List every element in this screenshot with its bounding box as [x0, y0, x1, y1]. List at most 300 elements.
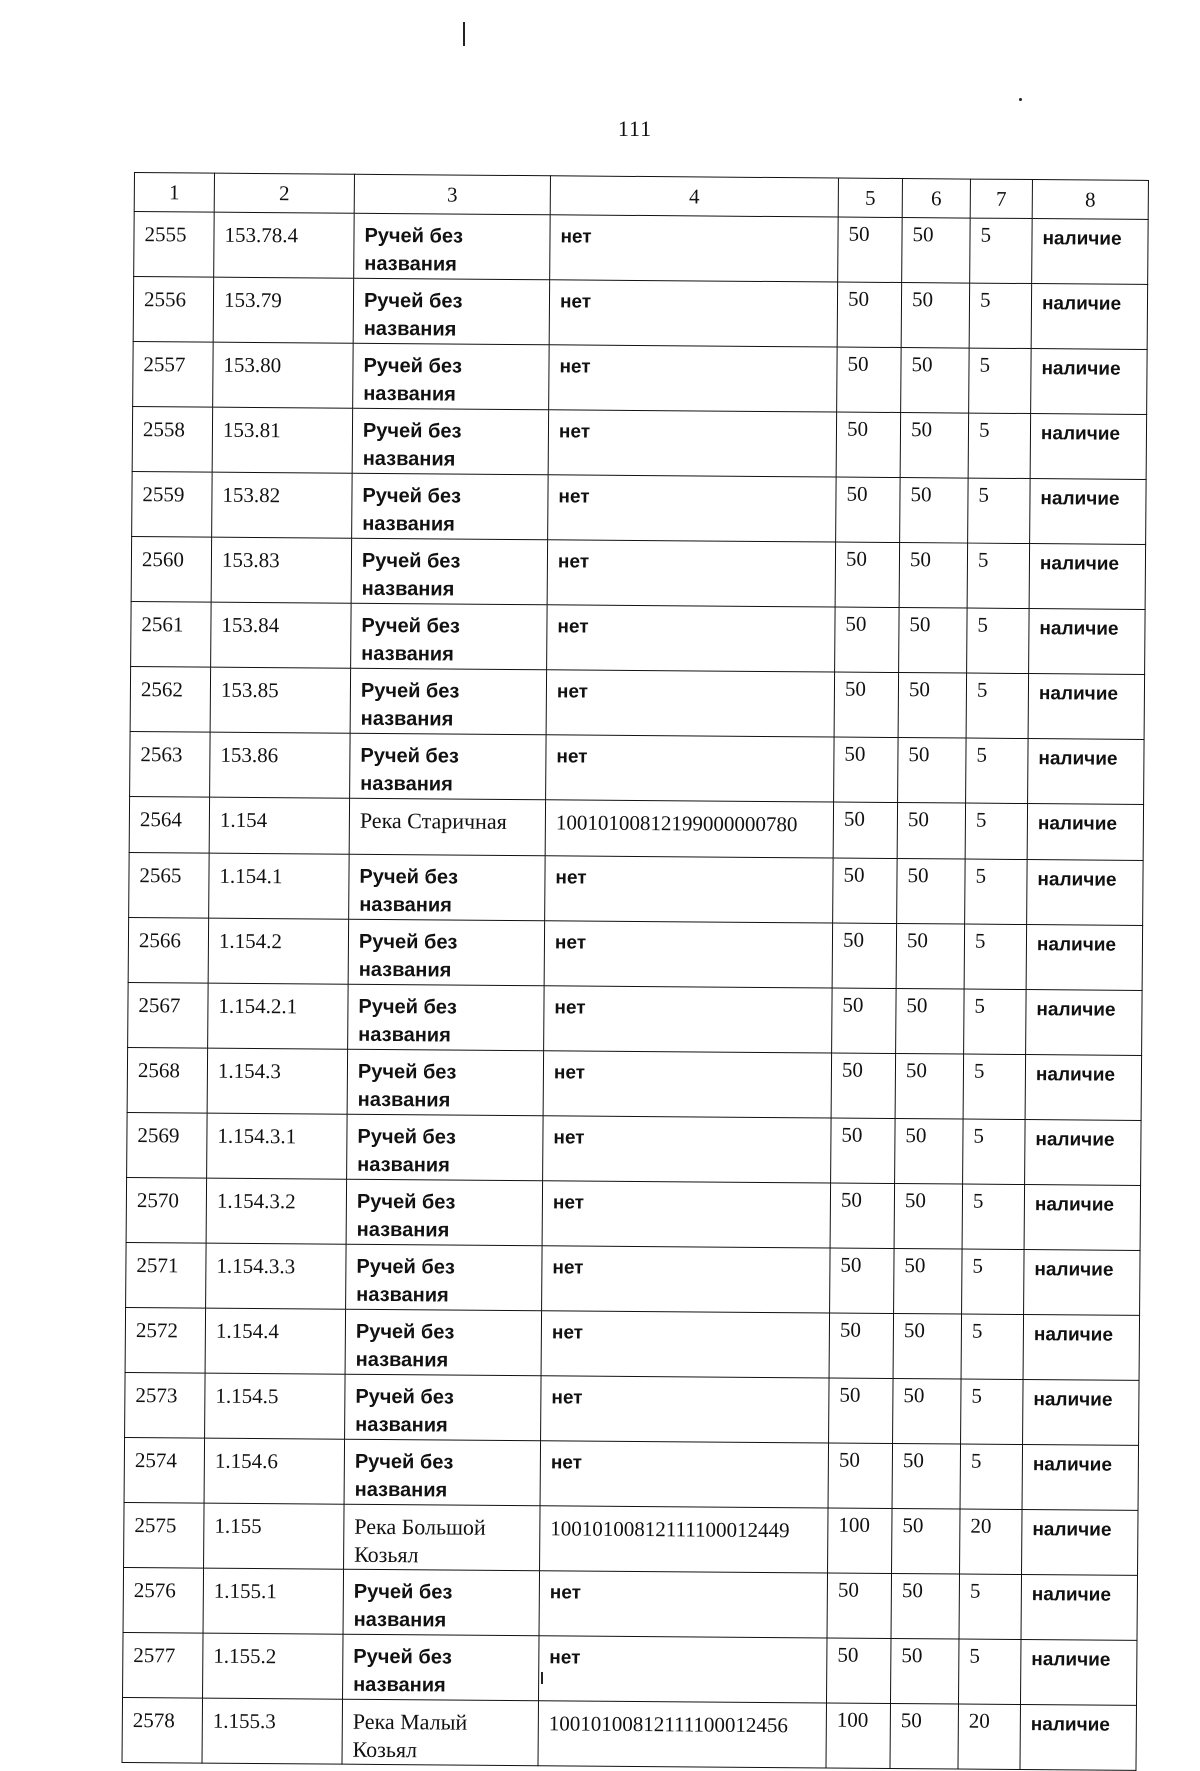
table-row	[131, 536, 1145, 609]
object-code: 1.154.3.1	[217, 1123, 297, 1149]
row-number-cell	[123, 1632, 204, 1698]
row-number: 2567	[138, 993, 181, 1018]
status-cell	[1028, 739, 1145, 805]
value-col-5: 50	[848, 221, 870, 246]
status: наличие	[1041, 293, 1122, 315]
table-row	[126, 1242, 1140, 1315]
object-code: 1.154.5	[215, 1383, 279, 1409]
value-col-5: 50	[840, 1252, 862, 1277]
column-header-3: 3	[354, 174, 550, 215]
registry-code: нет	[553, 1127, 585, 1149]
value-col-5: 50	[842, 992, 864, 1017]
status-cell	[1031, 349, 1148, 415]
object-code-cell	[206, 1178, 347, 1244]
row-number: 2561	[141, 612, 184, 637]
value-col-7-cell	[967, 543, 1030, 608]
status: наличие	[1030, 1714, 1110, 1736]
object-code: 1.154.3	[217, 1058, 282, 1084]
column-header-5: 5	[838, 178, 902, 218]
status: наличие	[1037, 813, 1118, 835]
value-col-6-cell	[892, 1443, 961, 1509]
registry-code: нет	[559, 291, 592, 313]
value-col-6-cell	[896, 989, 965, 1055]
value-col-5: 50	[839, 1382, 861, 1407]
object-name: Река Старичная	[359, 807, 507, 834]
status-cell	[1031, 284, 1148, 350]
table-row	[122, 1697, 1136, 1770]
status: наличие	[1033, 1324, 1114, 1346]
value-col-6: 50	[911, 287, 934, 312]
table-row	[128, 917, 1142, 990]
value-col-6: 50	[903, 1383, 925, 1408]
registry-code: нет	[557, 616, 589, 638]
column-header-2: 2	[214, 173, 354, 213]
row-number-cell	[126, 1177, 207, 1243]
value-col-6-cell	[893, 1378, 962, 1444]
status: наличие	[1040, 423, 1121, 445]
object-name: Ручей без названия	[357, 1125, 456, 1177]
registry-code-cell	[550, 215, 839, 282]
object-name-cell	[350, 733, 547, 800]
row-number-cell	[134, 212, 215, 278]
object-code-cell	[203, 1568, 344, 1634]
object-code-cell	[207, 1048, 348, 1114]
registry-code: нет	[558, 486, 590, 508]
value-col-6: 50	[907, 863, 929, 888]
registry-code: нет	[552, 1257, 584, 1279]
value-col-7-cell	[964, 924, 1027, 989]
object-code-cell	[214, 212, 355, 278]
status-cell	[1030, 479, 1147, 545]
status: наличие	[1039, 618, 1119, 640]
status-cell	[1022, 1445, 1139, 1511]
object-name-cell	[343, 1569, 540, 1636]
value-col-7-cell	[963, 1054, 1026, 1119]
registry-code-cell	[548, 475, 837, 542]
value-col-5-cell	[831, 1053, 896, 1119]
row-number-cell	[128, 982, 209, 1048]
object-code: 1.155.3	[212, 1708, 276, 1734]
value-col-5-cell	[833, 802, 897, 859]
object-name: Ручей без названия	[353, 1580, 453, 1632]
value-col-5: 50	[837, 1642, 859, 1667]
value-col-5-cell	[837, 347, 902, 413]
value-col-7: 5	[971, 1383, 983, 1408]
value-col-6: 50	[908, 742, 930, 767]
status: наличие	[1040, 488, 1120, 510]
register-table	[122, 172, 1149, 1771]
value-col-7: 5	[973, 1123, 985, 1148]
scan-mark-top	[463, 22, 465, 46]
object-code-cell	[212, 407, 353, 473]
registry-code-cell	[544, 921, 833, 988]
value-col-7-cell	[963, 1119, 1026, 1184]
row-number: 2565	[139, 863, 182, 888]
object-code: 153.83	[221, 547, 280, 573]
value-col-6-cell	[899, 543, 968, 609]
value-col-7: 5	[976, 742, 988, 767]
registry-code: нет	[556, 681, 589, 703]
status-cell	[1023, 1315, 1140, 1381]
object-name: Река Малый Козьял	[352, 1708, 468, 1763]
register-table-wrapper	[122, 172, 1148, 1771]
value-col-7: 5	[977, 612, 989, 637]
object-name-cell	[345, 1374, 542, 1441]
table-row	[133, 277, 1147, 350]
value-col-6-cell	[893, 1314, 962, 1380]
registry-code-cell	[545, 856, 834, 923]
status: наличие	[1036, 999, 1116, 1021]
object-name: Ручей без названия	[356, 1190, 456, 1242]
value-col-5: 50	[847, 286, 870, 311]
status-cell	[1024, 1185, 1141, 1251]
object-code: 153.78.4	[224, 222, 299, 248]
value-col-7: 5	[974, 928, 986, 953]
value-col-7: 5	[977, 547, 989, 572]
value-col-5-cell	[833, 858, 898, 924]
object-name-cell	[352, 408, 549, 475]
object-code-cell	[210, 732, 351, 798]
value-col-5-cell	[827, 1573, 892, 1639]
table-row	[123, 1632, 1137, 1705]
table-row	[130, 666, 1144, 739]
registry-code-cell	[543, 1051, 832, 1118]
value-col-5: 50	[844, 741, 866, 766]
object-name: Ручей без названия	[362, 419, 462, 471]
value-col-5: 50	[846, 481, 868, 506]
registry-code-cell	[542, 1246, 831, 1313]
table-row	[127, 1112, 1141, 1185]
object-code: 153.82	[222, 482, 281, 508]
object-code: 153.81	[222, 417, 281, 443]
value-col-7-cell	[962, 1249, 1025, 1314]
value-col-6: 50	[904, 1188, 927, 1213]
value-col-5-cell	[836, 412, 901, 478]
value-col-6-cell	[902, 218, 971, 284]
registry-code: нет	[551, 1387, 583, 1409]
value-col-6-cell	[896, 924, 965, 990]
row-number: 2574	[134, 1448, 177, 1473]
value-col-5-cell	[838, 217, 903, 283]
page-number: 111	[617, 116, 653, 141]
row-number: 2559	[142, 482, 185, 507]
object-name: Ручей без названия	[357, 1060, 457, 1112]
registry-code: нет	[557, 551, 590, 573]
table-row	[124, 1502, 1138, 1575]
registry-code-cell	[544, 986, 833, 1053]
row-number-cell	[126, 1242, 207, 1308]
column-header-1: 1	[134, 173, 214, 213]
value-col-6: 50	[908, 677, 931, 702]
registry-code-cell	[549, 280, 838, 347]
status-cell	[1032, 219, 1149, 285]
value-col-5-cell	[828, 1443, 893, 1509]
value-col-5-cell	[835, 607, 900, 673]
object-name: Ручей без названия	[364, 224, 464, 276]
object-name: Ручей без названия	[361, 549, 461, 601]
object-code: 153.85	[220, 677, 279, 703]
value-col-5-cell	[831, 1118, 896, 1184]
value-col-7: 5	[969, 1643, 980, 1668]
row-number: 2563	[140, 742, 183, 767]
value-col-5: 50	[843, 806, 866, 831]
row-number-cell	[124, 1437, 205, 1503]
object-name: Ручей без названия	[356, 1255, 455, 1307]
column-header-8: 8	[1032, 180, 1148, 220]
value-col-7-cell	[969, 348, 1032, 413]
object-code-cell	[210, 667, 351, 733]
object-name-cell	[348, 984, 545, 1051]
object-name: Река Большой Козьял	[354, 1513, 486, 1568]
status: наличие	[1036, 934, 1117, 956]
status: наличие	[1039, 553, 1120, 575]
registry-code-cell	[546, 735, 835, 802]
row-number-cell	[130, 731, 211, 797]
row-number-cell	[132, 406, 213, 472]
row-number-cell	[129, 796, 209, 853]
value-col-7: 5	[972, 1253, 984, 1278]
object-code-cell	[209, 853, 350, 919]
object-code-cell	[213, 342, 354, 408]
value-col-6-cell	[898, 673, 967, 739]
registry-code: 10010100812199000000780	[555, 810, 798, 837]
object-code-cell	[211, 537, 352, 603]
row-number: 2573	[135, 1383, 178, 1408]
table-row	[129, 796, 1143, 860]
value-col-6: 50	[912, 222, 934, 247]
object-code-cell	[202, 1698, 343, 1764]
value-col-6-cell	[900, 413, 969, 479]
object-code: 153.86	[220, 742, 279, 768]
value-col-5-cell	[832, 988, 897, 1054]
value-col-7-cell	[966, 738, 1029, 803]
object-name-cell	[348, 919, 545, 986]
value-col-7-cell	[960, 1509, 1023, 1574]
row-number-cell	[122, 1697, 203, 1763]
object-name-cell	[349, 854, 546, 921]
object-name: Ручей без названия	[363, 354, 463, 406]
row-number-cell	[131, 601, 212, 667]
object-name: Ручей без названия	[362, 484, 462, 536]
registry-code: нет	[556, 746, 588, 768]
value-col-6: 50	[901, 1578, 923, 1603]
status-cell	[1027, 860, 1144, 926]
value-col-7: 5	[979, 287, 991, 312]
value-col-5-cell	[834, 737, 899, 803]
column-header-6: 6	[902, 179, 970, 219]
object-code-cell	[207, 1113, 348, 1179]
status: наличие	[1034, 1259, 1114, 1281]
value-col-6-cell	[898, 738, 967, 804]
row-number-cell	[127, 1112, 208, 1178]
object-code-cell	[209, 797, 349, 854]
row-number: 2571	[136, 1253, 179, 1278]
object-code-cell	[203, 1633, 344, 1699]
status: наличие	[1041, 358, 1121, 380]
object-name-cell	[342, 1699, 539, 1766]
row-number: 2558	[142, 417, 186, 442]
value-col-6: 50	[902, 1448, 925, 1473]
table-row	[123, 1567, 1137, 1640]
row-number: 2576	[133, 1578, 176, 1603]
value-col-7: 5	[976, 677, 988, 702]
status-cell	[1025, 1120, 1142, 1186]
value-col-6-cell	[895, 1119, 964, 1185]
status: наличие	[1031, 1649, 1111, 1671]
registry-code-cell	[543, 1116, 832, 1183]
object-code-cell	[204, 1438, 345, 1504]
row-number: 2569	[137, 1123, 180, 1148]
value-col-5: 50	[847, 351, 869, 376]
table-row	[133, 341, 1147, 414]
object-code: 1.154.4	[215, 1318, 279, 1344]
object-code: 153.79	[223, 287, 282, 313]
value-col-5: 50	[841, 1057, 864, 1082]
value-col-6-cell	[892, 1508, 961, 1574]
row-number-cell	[129, 852, 210, 918]
registry-code-cell	[540, 1506, 829, 1573]
table-row	[128, 982, 1142, 1055]
registry-code-cell	[545, 800, 833, 858]
row-number-cell	[133, 341, 214, 407]
row-number: 2577	[133, 1643, 176, 1668]
registry-code-cell	[539, 1636, 828, 1703]
registry-code: нет	[550, 1452, 583, 1474]
value-col-6: 50	[905, 1058, 928, 1083]
value-col-6-cell	[897, 803, 965, 860]
value-col-5-cell	[832, 923, 897, 989]
status-cell	[1026, 990, 1143, 1056]
row-number-cell	[133, 277, 214, 343]
value-col-6-cell	[901, 283, 970, 349]
row-number: 2572	[135, 1318, 178, 1343]
object-code: 1.155.2	[213, 1643, 277, 1669]
object-name-cell	[345, 1309, 542, 1376]
object-name-cell	[350, 668, 547, 735]
object-code-cell	[206, 1243, 347, 1309]
object-code: 1.154.3.3	[216, 1253, 296, 1279]
value-col-7: 20	[968, 1708, 990, 1733]
registry-code: нет	[549, 1647, 581, 1669]
registry-code-cell	[539, 1571, 828, 1638]
value-col-6: 50	[909, 547, 932, 572]
table-row	[129, 852, 1143, 925]
registry-code: 10010100812111100012456	[548, 1711, 789, 1738]
value-col-7: 5	[978, 482, 990, 507]
value-col-6-cell	[897, 859, 966, 925]
row-number: 2564	[139, 807, 183, 832]
object-name-cell	[352, 473, 549, 540]
value-col-6: 50	[906, 928, 929, 953]
registry-code-cell	[541, 1311, 830, 1378]
object-name: Ручей без названия	[355, 1320, 455, 1372]
registry-code: нет	[549, 1582, 582, 1604]
row-number: 2562	[140, 677, 184, 702]
registry-code: 10010100812111100012449	[550, 1516, 790, 1543]
value-col-6: 50	[901, 1643, 923, 1668]
table-body	[122, 212, 1148, 1771]
row-number-cell	[128, 917, 209, 983]
object-code: 1.154.2.1	[218, 993, 298, 1019]
object-name: Ручей без названия	[358, 995, 458, 1047]
row-number: 2556	[143, 287, 187, 312]
status: наличие	[1032, 1454, 1113, 1476]
row-number: 2570	[136, 1188, 180, 1213]
object-name: Ручей без названия	[363, 289, 463, 341]
value-col-7: 5	[978, 417, 990, 442]
object-code: 1.154	[219, 807, 268, 833]
value-col-5: 100	[838, 1512, 870, 1537]
object-code-cell	[213, 277, 354, 343]
scan-mark-bottom	[541, 1672, 543, 1684]
status-cell	[1029, 544, 1146, 610]
value-col-6-cell	[890, 1638, 959, 1704]
value-col-6-cell	[899, 608, 968, 674]
value-col-7-cell	[969, 283, 1032, 348]
registry-code-cell	[542, 1181, 831, 1248]
object-code: 1.154.3.2	[216, 1188, 296, 1214]
status-cell	[1028, 674, 1145, 740]
table-row	[125, 1372, 1139, 1445]
object-name: Ручей без названия	[361, 614, 460, 666]
object-name-cell	[346, 1244, 543, 1311]
object-name: Ручей без названия	[354, 1450, 454, 1502]
row-number: 2557	[143, 352, 186, 377]
registry-code-cell	[546, 670, 835, 737]
value-col-5-cell	[830, 1248, 895, 1314]
value-col-5-cell	[829, 1313, 894, 1379]
value-col-5: 50	[845, 611, 867, 636]
table-row	[134, 212, 1148, 285]
value-col-5: 50	[840, 1187, 863, 1212]
value-col-5: 50	[846, 416, 869, 441]
object-code: 1.154.6	[214, 1448, 278, 1474]
value-col-6: 50	[907, 807, 930, 832]
registry-code-cell	[540, 1441, 829, 1508]
status-cell	[1025, 1055, 1142, 1121]
value-col-5-cell	[837, 282, 902, 348]
object-code: 1.155.1	[213, 1578, 277, 1604]
value-col-7-cell	[961, 1379, 1024, 1444]
row-number: 2578	[132, 1708, 175, 1733]
object-name-cell	[351, 538, 548, 605]
registry-code-cell	[547, 540, 836, 607]
value-col-5: 50	[842, 927, 865, 952]
object-name-cell	[353, 278, 550, 345]
object-code: 1.154.1	[219, 863, 283, 889]
registry-code: нет	[554, 932, 587, 954]
object-code: 1.155	[214, 1513, 262, 1539]
object-name: Ручей без названия	[358, 930, 458, 982]
value-col-5: 50	[841, 1122, 863, 1147]
value-col-7: 5	[969, 1578, 981, 1603]
row-number: 2566	[138, 928, 182, 953]
column-header-4: 4	[550, 176, 838, 217]
value-col-6: 50	[900, 1708, 922, 1733]
registry-code-cell	[538, 1701, 827, 1768]
row-number-cell	[130, 666, 211, 732]
registry-code: нет	[555, 867, 587, 889]
row-number: 2555	[144, 222, 187, 247]
registry-code-cell	[548, 410, 837, 477]
value-col-6-cell	[900, 478, 969, 544]
status: наличие	[1035, 1129, 1115, 1151]
value-col-5-cell	[835, 542, 900, 608]
column-header-7: 7	[970, 179, 1032, 218]
value-col-7-cell	[965, 803, 1027, 859]
value-col-7: 5	[975, 863, 987, 888]
object-name-cell	[344, 1439, 541, 1506]
